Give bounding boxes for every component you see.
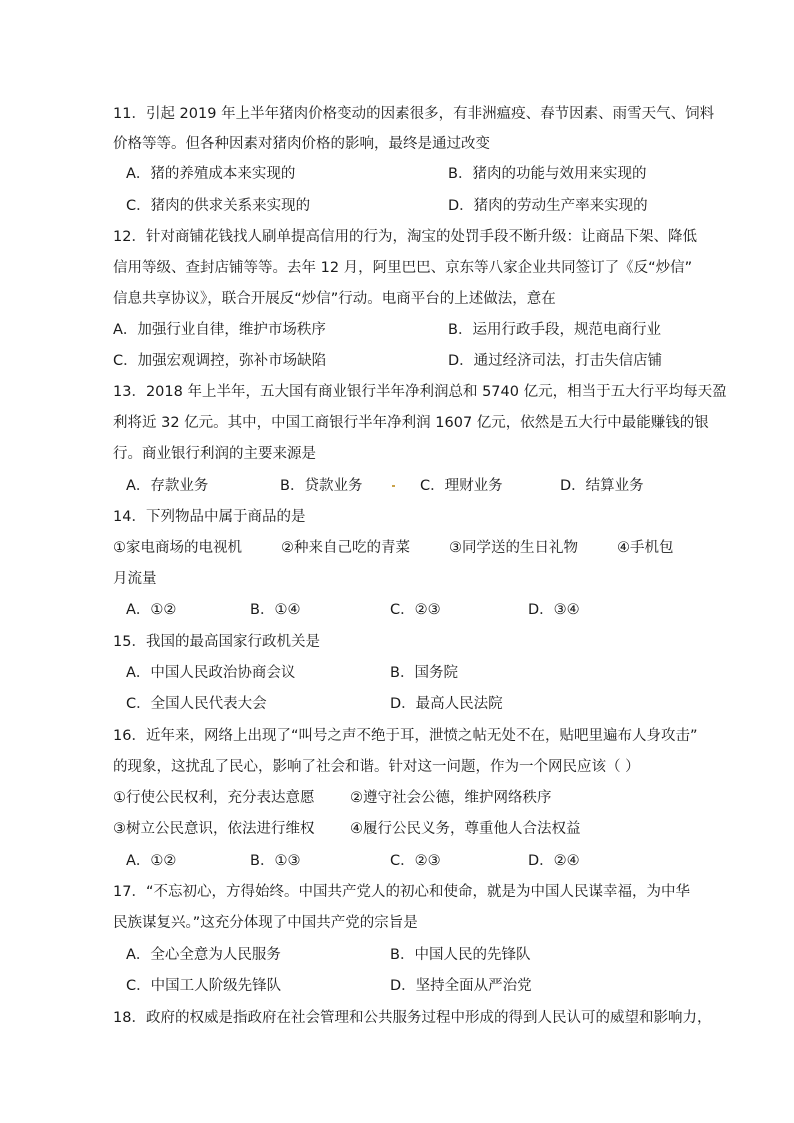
q17-stem-line1: 17．“不忘初心，方得始终。中国共产党人的初心和使命，就是为中国人民谋幸福，为中华 (113, 884, 690, 900)
q11-option-c: C．猪肉的供求关系来实现的 (126, 198, 311, 214)
q14-option-a: A．①② (126, 602, 177, 618)
q16-item-3: ③树立公民意识，依法进行维权 (113, 821, 315, 837)
q17-option-d: D．坚持全面从严治党 (390, 978, 532, 994)
q11-option-d: D．猪肉的劳动生产率来实现的 (448, 198, 648, 214)
q16-option-d: D．②④ (528, 853, 580, 869)
q12-stem-line1: 12．针对商铺花钱找人刷单提高信用的行为，淘宝的处罚手段不断升级：让商品下架、降低 (113, 229, 697, 245)
q15-option-c: C．全国人民代表大会 (126, 696, 267, 712)
q12-option-d: D．通过经济司法，打击失信店铺 (448, 353, 663, 369)
q13-option-d: D．结算业务 (560, 478, 644, 494)
q16-option-b: B．①③ (250, 853, 301, 869)
q11-option-b: B．猪肉的功能与效用来实现的 (448, 166, 647, 182)
q15-option-d: D．最高人民法院 (390, 696, 503, 712)
q16-stem-line2: 的现象，这扰乱了民心，影响了社会和谐。针对这一问题，作为一个网民应该（ ） (113, 759, 640, 775)
q14-option-c: C．②③ (390, 602, 441, 618)
q14-item-3: ③同学送的生日礼物 (449, 540, 578, 556)
q14-stem-line3: 月流量 (113, 571, 157, 587)
q14-option-d: D．③④ (528, 602, 580, 618)
q13-option-a: A．存款业务 (126, 478, 209, 494)
q14-item-1: ①家电商场的电视机 (113, 540, 242, 556)
q13-stem-line1: 13．2018 年上半年，五大国有商业银行半年净利润总和 5740 亿元，相当于五大行平均每天盈 (113, 384, 727, 400)
q12-option-a: A．加强行业自律，维护市场秩序 (113, 322, 326, 338)
q17-stem-line2: 民族谋复兴。”这充分体现了中国共产党的宗旨是 (113, 915, 418, 931)
q16-item-1: ①行使公民权利，充分表达意愿 (113, 790, 315, 806)
q17-option-b: B．中国人民的先锋队 (390, 947, 531, 963)
q13-stem-line3: 行。商业银行利润的主要来源是 (113, 446, 316, 462)
q14-stem-line1: 14．下列物品中属于商品的是 (113, 509, 306, 525)
q14-option-b: B．①④ (250, 602, 301, 618)
q13-option-c: C．理财业务 (420, 478, 503, 494)
scan-dot (392, 485, 395, 487)
q11-stem-line1: 11．引起 2019 年上半年猪肉价格变动的因素很多，有非洲瘟疫、春节因素、雨雪天气、饲料 (113, 106, 715, 122)
q11-option-a: A．猪的养殖成本来实现的 (126, 166, 296, 182)
q14-item-4: ④手机包 (617, 540, 674, 556)
q16-item-2: ②遵守社会公德，维护网络秩序 (350, 790, 552, 806)
q16-stem-line1: 16．近年来，网络上出现了“叫号之声不绝于耳，泄愤之帖无处不在，贴吧里遍布人身攻击” (113, 728, 698, 744)
q17-option-a: A．全心全意为人民服务 (126, 947, 281, 963)
q12-option-b: B．运用行政手段，规范电商行业 (448, 322, 661, 338)
q15-stem-line1: 15．我国的最高国家行政机关是 (113, 634, 320, 650)
q18-stem-line1: 18．政府的权威是指政府在社会管理和公共服务过程中形成的得到人民认可的威望和影响力， (113, 1010, 712, 1026)
q13-stem-line2: 利将近 32 亿元。其中，中国工商银行半年净利润 1607 亿元，依然是五大行中最能赚钱的银 (113, 415, 709, 431)
q17-option-c: C．中国工人阶级先锋队 (126, 978, 282, 994)
q13-option-b: B．贷款业务 (280, 478, 363, 494)
q15-option-a: A．中国人民政治协商会议 (126, 665, 296, 681)
q11-stem-line2: 价格等等。但各种因素对猪肉价格的影响，最终是通过改变 (113, 136, 490, 152)
q16-item-4: ④履行公民义务，尊重他人合法权益 (350, 821, 581, 837)
q14-item-2: ②种来自己吃的青菜 (281, 540, 410, 556)
q16-option-c: C．②③ (390, 853, 441, 869)
q12-stem-line2: 信用等级、查封店铺等等。去年 12 月，阿里巴巴、京东等八家企业共同签订了《反“炒信” (113, 260, 693, 276)
q15-option-b: B．国务院 (390, 665, 458, 681)
q12-option-c: C．加强宏观调控，弥补市场缺陷 (113, 353, 327, 369)
q12-stem-line3: 信息共享协议》，联合开展反“炒信”行动。电商平台的上述做法，意在 (113, 291, 556, 307)
q16-option-a: A．①② (126, 853, 177, 869)
